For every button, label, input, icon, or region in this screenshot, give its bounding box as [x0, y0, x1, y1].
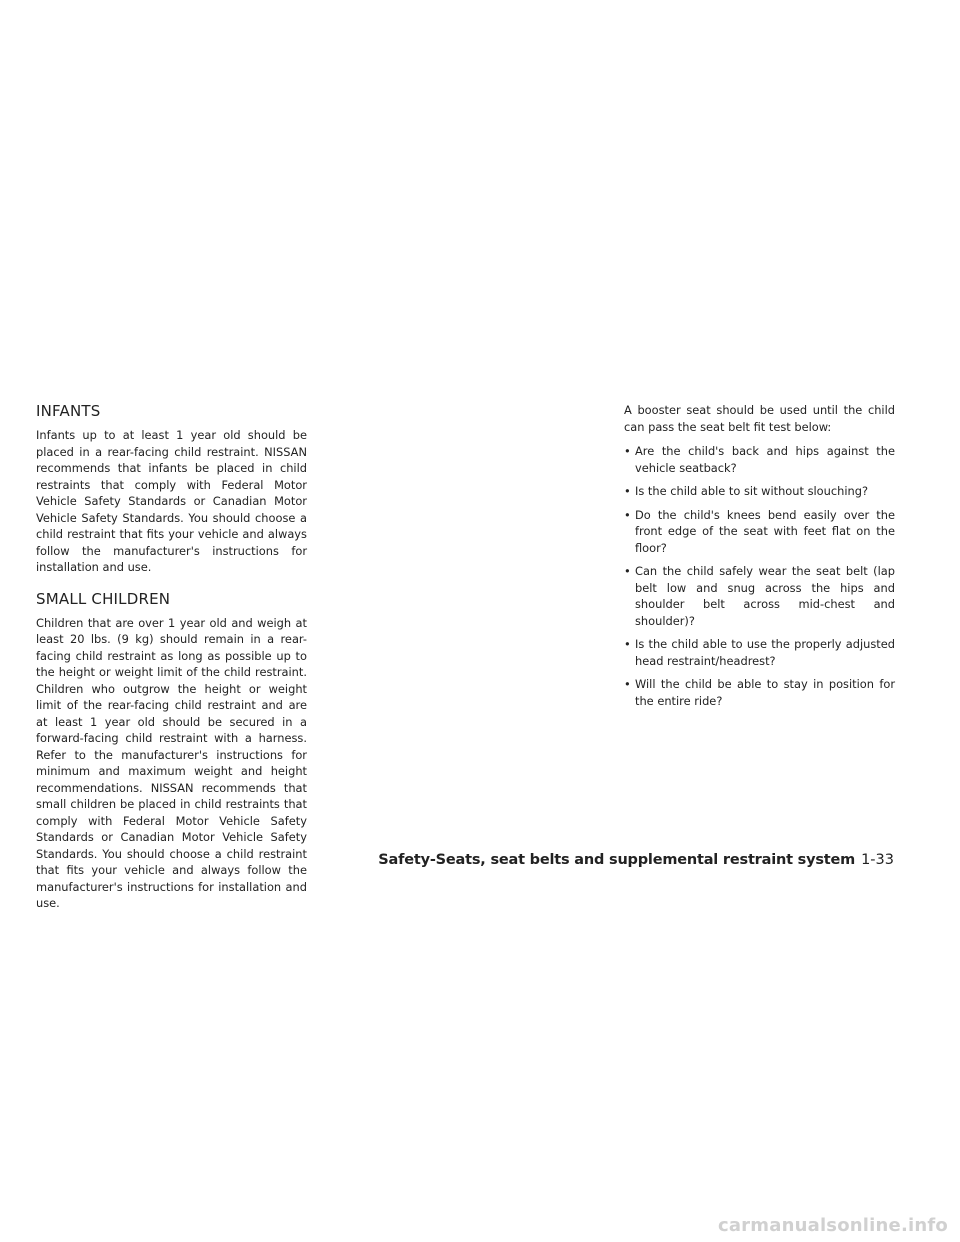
column-left: [36, 402, 307, 920]
column-right: [624, 402, 895, 716]
page-number: 1-33: [861, 852, 894, 868]
checklist-item: • Will the child be able to stay in position for the entire ride?: [624, 676, 895, 709]
checklist-item: • Do the child's knees bend easily over the front edge of the seat with feet flat on the floor?: [624, 507, 895, 557]
infants-paragraph: Infants up to at least 1 year old should be placed in a rear-facing child restraint. NISSAN recommends that infants be placed in child restraints that comply with Federal Motor Vehicle Safety Standards or Canadian Motor Vehicle Safety Standards. You should choose a child restraint that fits your vehicle and always follow the manufacturer's instructions for installation and use.: [36, 428, 307, 574]
infants-heading: INFANTS: [36, 402, 101, 420]
page-footer: [378, 851, 894, 869]
checklist-item: • Is the child able to use the properly adjusted head restraint/headrest?: [624, 636, 895, 669]
watermark-text: carmanualsonline.info: [717, 1215, 948, 1236]
seat-belt-fit-checklist: [624, 443, 895, 709]
checklist-item: • Is the child able to sit without slouching?: [624, 483, 895, 500]
small-children-heading: SMALL CHILDREN: [36, 589, 171, 608]
booster-test-intro: A booster seat should be used until the child can pass the seat belt fit test below:: [624, 403, 895, 434]
small-children-paragraph: Children that are over 1 year old and weigh at least 20 lbs. (9 kg) should remain in a rear-facing child restraint as long as possible up to the height or weight limit of the child restraint. Children who outgrow the height or weight limit of the rear-facing child restraint and are at least 1 year old should be secured in a forward-facing child restraint with a harness. Refer to the manufacturer's instructions for minimum and maximum weight and height recommendations. NISSAN recommends that small children be placed in child restraints that comply with Federal Motor Vehicle Safety Standards or Canadian Motor Vehicle Safety Standards. You should choose a child restraint that fits your vehicle and always follow the manufacturer's instructions for installation and use.: [36, 615, 307, 910]
checklist-item: • Can the child safely wear the seat belt (lap belt low and snug across the hips and shoulder belt across mid-chest and shoulder)?: [624, 563, 895, 629]
checklist-item: • Are the child's back and hips against the vehicle seatback?: [624, 443, 895, 476]
footer-section-title: Safety-Seats, seat belts and supplemental restraint system: [378, 852, 856, 868]
